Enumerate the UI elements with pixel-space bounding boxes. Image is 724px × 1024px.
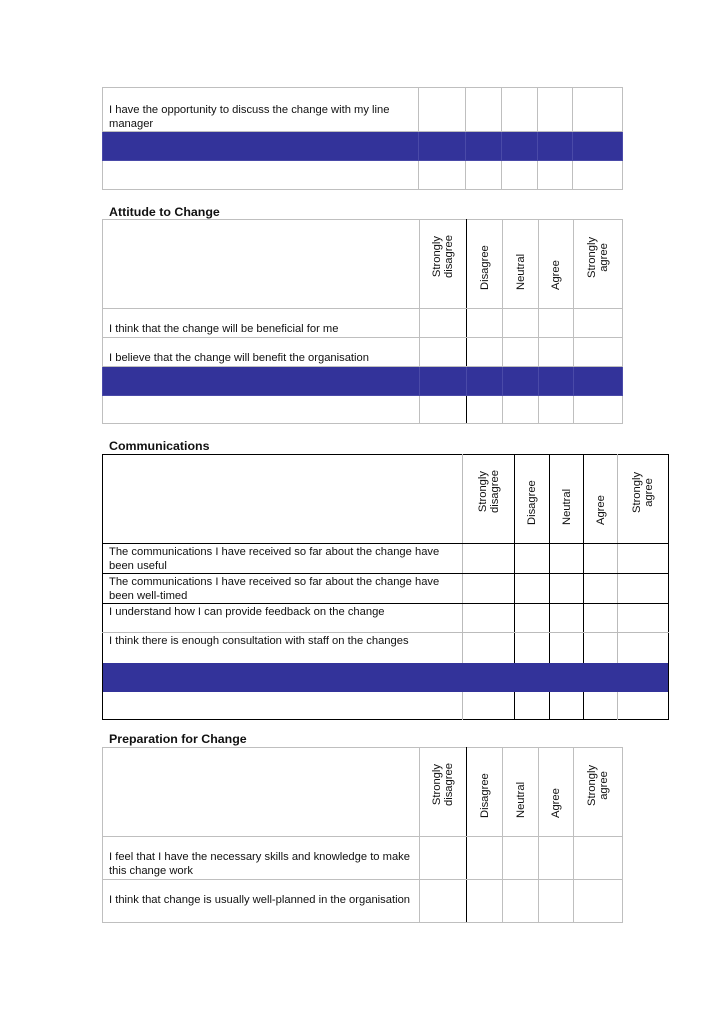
section-separator bbox=[103, 132, 623, 161]
rating-cell-neutral[interactable] bbox=[503, 880, 539, 923]
header-strongly-disagree: Strongly disagree bbox=[420, 220, 467, 309]
rating-cell-strongly-disagree[interactable] bbox=[463, 633, 515, 663]
header-agree: Agree bbox=[539, 220, 574, 309]
question-row bbox=[103, 604, 669, 633]
rating-cell-agree[interactable] bbox=[584, 633, 618, 663]
rating-cell-disagree[interactable] bbox=[467, 338, 503, 367]
rating-cell-strongly-disagree[interactable] bbox=[420, 837, 467, 880]
question-text: I feel that I have the necessary skills and knowledge to make this change work bbox=[103, 837, 420, 880]
blank-row bbox=[103, 396, 623, 424]
header-blank bbox=[103, 748, 420, 837]
rating-cell-agree[interactable] bbox=[539, 338, 574, 367]
header-neutral: Neutral bbox=[550, 455, 584, 544]
rating-cell-agree[interactable] bbox=[539, 880, 574, 923]
rating-cell-agree[interactable] bbox=[538, 88, 573, 132]
rating-cell-agree[interactable] bbox=[584, 544, 618, 574]
question-text: I think that change is usually well-planned in the organisation bbox=[103, 880, 420, 923]
section-separator bbox=[103, 367, 623, 396]
rating-cell-strongly-disagree[interactable] bbox=[420, 309, 467, 338]
rating-cell-neutral[interactable] bbox=[550, 633, 584, 663]
question-row bbox=[103, 574, 669, 604]
communications-table bbox=[102, 454, 669, 720]
rating-cell-disagree[interactable] bbox=[467, 880, 503, 923]
rating-cell-strongly-agree[interactable] bbox=[574, 309, 623, 338]
question-text: I understand how I can provide feedback on the change bbox=[103, 604, 463, 633]
rating-cell-disagree[interactable] bbox=[467, 309, 503, 338]
question-cell bbox=[103, 88, 419, 132]
rating-cell-neutral[interactable] bbox=[502, 88, 538, 132]
rating-cell-disagree[interactable] bbox=[515, 574, 550, 604]
rating-cell-agree[interactable] bbox=[539, 309, 574, 338]
blank-row bbox=[103, 161, 623, 190]
rating-cell-strongly-agree[interactable] bbox=[574, 837, 623, 880]
header-strongly-disagree: Strongly disagree bbox=[420, 748, 467, 837]
rating-cell-disagree[interactable] bbox=[515, 633, 550, 663]
header-strongly-disagree: Strongly disagree bbox=[463, 455, 515, 544]
preparation-table bbox=[102, 747, 623, 923]
header-disagree: Disagree bbox=[515, 455, 550, 544]
rating-cell-neutral[interactable] bbox=[550, 544, 584, 574]
scale-header-row bbox=[103, 220, 623, 309]
rating-cell-agree[interactable] bbox=[539, 837, 574, 880]
rating-cell-neutral[interactable] bbox=[550, 574, 584, 604]
rating-cell-neutral[interactable] bbox=[503, 338, 539, 367]
rating-cell-neutral[interactable] bbox=[503, 309, 539, 338]
rating-cell-strongly-agree[interactable] bbox=[573, 88, 623, 132]
blank-row bbox=[103, 692, 669, 720]
header-disagree: Disagree bbox=[467, 220, 503, 309]
header-agree: Agree bbox=[539, 748, 574, 837]
section-title-communications: Communications bbox=[109, 439, 210, 453]
scale-header-row bbox=[103, 748, 623, 837]
question-row bbox=[103, 837, 623, 880]
rating-cell-agree[interactable] bbox=[584, 604, 618, 633]
rating-cell-strongly-disagree[interactable] bbox=[463, 544, 515, 574]
section-title-attitude: Attitude to Change bbox=[109, 205, 220, 219]
rating-cell-strongly-disagree[interactable] bbox=[420, 880, 467, 923]
header-disagree: Disagree bbox=[467, 748, 503, 837]
rating-cell-disagree[interactable] bbox=[515, 544, 550, 574]
question-text: I have the opportunity to discuss the change with my line manager bbox=[109, 104, 390, 130]
rating-cell-strongly-disagree[interactable] bbox=[420, 338, 467, 367]
question-row bbox=[103, 338, 623, 367]
section-title-preparation: Preparation for Change bbox=[109, 732, 247, 746]
rating-cell-strongly-disagree[interactable] bbox=[419, 88, 466, 132]
scale-header-row bbox=[103, 455, 669, 544]
header-neutral: Neutral bbox=[503, 748, 539, 837]
rating-cell-strongly-agree[interactable] bbox=[574, 338, 623, 367]
attitude-table bbox=[102, 219, 623, 424]
question-text: I believe that the change will benefit the organisation bbox=[103, 338, 420, 367]
question-text: I think there is enough consultation with staff on the changes bbox=[109, 635, 409, 648]
rating-cell-strongly-agree[interactable] bbox=[574, 880, 623, 923]
question-row bbox=[103, 309, 623, 338]
header-blank bbox=[103, 220, 420, 309]
rating-cell-strongly-agree[interactable] bbox=[618, 604, 669, 633]
rating-cell-neutral[interactable] bbox=[550, 604, 584, 633]
rating-cell-disagree[interactable] bbox=[467, 837, 503, 880]
question-row bbox=[103, 544, 669, 574]
question-row bbox=[103, 633, 669, 663]
rating-cell-disagree[interactable] bbox=[515, 604, 550, 633]
question-text: The communications I have received so far about the change have been useful bbox=[103, 544, 463, 574]
question-text: I think that the change will be beneficial for me bbox=[103, 309, 420, 338]
header-neutral: Neutral bbox=[503, 220, 539, 309]
header-agree: Agree bbox=[584, 455, 618, 544]
rating-cell-strongly-agree[interactable] bbox=[618, 633, 669, 663]
rating-cell-agree[interactable] bbox=[584, 574, 618, 604]
rating-cell-strongly-disagree[interactable] bbox=[463, 574, 515, 604]
rating-cell-strongly-agree[interactable] bbox=[618, 544, 669, 574]
section-separator bbox=[103, 663, 669, 692]
question-text: The communications I have received so far about the change have been well-timed bbox=[103, 574, 463, 604]
rating-cell-strongly-agree[interactable] bbox=[618, 574, 669, 604]
header-strongly-agree: Strongly agree bbox=[618, 455, 669, 544]
rating-cell-disagree[interactable] bbox=[466, 88, 502, 132]
rating-cell-strongly-disagree[interactable] bbox=[463, 604, 515, 633]
question-row bbox=[103, 880, 623, 923]
rating-cell-neutral[interactable] bbox=[503, 837, 539, 880]
top-section-table bbox=[102, 87, 623, 190]
header-blank bbox=[103, 455, 463, 544]
header-strongly-agree: Strongly agree bbox=[574, 220, 623, 309]
header-strongly-agree: Strongly agree bbox=[574, 748, 623, 837]
